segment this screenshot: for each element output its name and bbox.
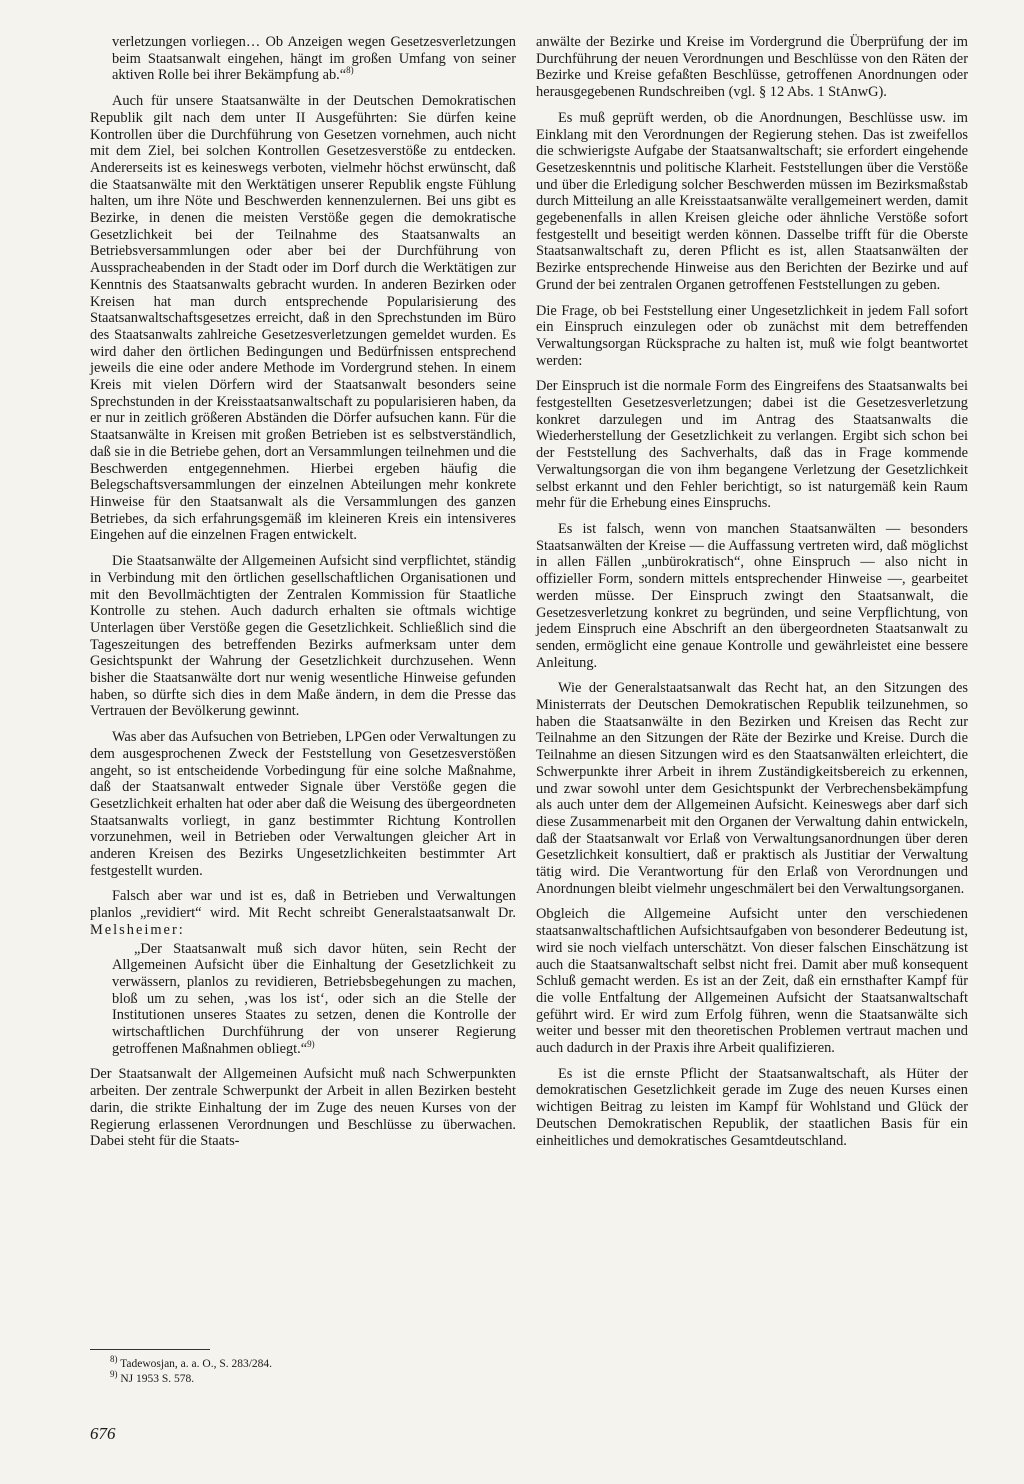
paragraph: Obgleich die Allgemeine Aufsicht unter den verschiedenen staatsanwaltschaftlichen Aufsichtsaufgaben von besonderer Bedeutung ist, wird sie noch vielfach unterschätzt. Von dieser falschen Einschätzung ist auch die Staatsanwaltschaft selbst nicht frei. Damit aber muß konsequent Schluß gemacht werden. Es ist an der Zeit, daß ein ernsthafter Kampf für die volle Entfaltung der Allgemeinen Aufsicht der Staatsanwaltschaft geführt wird. Er wird zum Erfolg führen, wenn die Staatsanwälte sich weiter und besser mit den theoretischen Problemen vertraut machen und auch dadurch in der Praxis ihre Arbeit qualifizieren. (536, 906, 968, 1057)
paragraph: Es ist die ernste Pflicht der Staatsanwaltschaft, als Hüter der demokratischen Gesetzlichkeit gerade im Zuge des neuen Kurses einen wichtigen Beitrag zu leisten im Kampf für Wohlstand und Glück der Deutschen Demokratischen Republik, der staatlichen Basis für ein einheitliches und demokratisches Gesamtdeutschland. (536, 1065, 968, 1149)
paragraph-continued: anwälte der Bezirke und Kreise im Vordergrund die Überprüfung der im Durchführung der neuen Verordnungen und Beschlüsse von den Räten der Bezirke und Kreise gefaßten Beschlüsse, getroffenen Anordnungen oder herausgegebenen Rundschreiben (vgl. § 12 Abs. 1 StAnwG). (536, 34, 968, 101)
footnote-divider (90, 1349, 210, 1350)
paragraph: Auch für unsere Staatsanwälte in der Deutschen Demokratischen Republik gilt nach dem unter II Ausgeführten: Sie dürfen keine Kontrollen über die Durchführung von Gesetzen vornehmen, auch nicht mit dem Ziel, bei solchen Kontrollen Gesetzesverstöße zu entdecken. Andererseits ist es keineswegs verboten, vielmehr höchst erwünscht, daß die Staatsanwälte mit den Werktätigen unserer Republik engste Fühlung halten, um ihre Nöte und Beschwerden kennenzulernen. Bei uns gibt es Bezirke, in denen die meisten Verstöße gegen die demokratische Gesetzlichkeit bei der Teilnahme des Staatsanwalts an Betriebsversammlungen oder aber bei der Durchführung von Ausspracheabenden in der Stadt oder im Dorf durch die Werktätigen zur Kenntnis des Staatsanwalts gebracht wurden. In anderen Bezirken oder Kreisen hat man durch entsprechende Popularisierung des Staatsanwaltschaftsgesetzes erreicht, daß in den Sprechstunden im Büro des Staatsanwalts zahlreiche Gesetzesverletzungen gemeldet wurden. Es wird daher den örtlichen Bedingungen und Bedürfnissen entsprechend jeweils die eine oder andere Methode im Vordergrund stehen. In einem Kreis mit vielen Dörfern wird der Staatsanwalt besonders seine Sprechstunden in der Kreisstaatsanwaltschaft zu popularisieren haben, da er nur in zeitlich größeren Abständen die Dörfer aufsuchen kann. Für die Staatsanwälte in Kreisen mit großen Betrieben ist es selbstverständlich, daß sie in die Betriebe gehen, dort an Versammlungen teilnehmen und die Beschwerden entgegennehmen. Hierbei ergeben häufig die Belegschaftsversammlungen der einzelnen Abteilungen mehr konkrete Hinweise für den Staatsanwalt als die Versammlungen des ganzen Betriebes, da sich erfahrungsgemäß im kleineren Kreis ein intensiveres Eingehen auf die einzelnen Fragen entwickelt. (90, 93, 516, 544)
paragraph: Es muß geprüft werden, ob die Anordnungen, Beschlüsse usw. im Einklang mit den Verordnungen der Regierung stehen. Das ist zweifellos die schwierigste Aufgabe der Staatsanwaltschaft; sie erfordert eingehende Gesetzeskenntnis und politische Klarheit. Feststellungen über die Verstöße und über die Erledigung solcher Beschwerden müssen im Bezirksmaßstab durch Mitteilung an alle Kreisstaatsanwälte verallgemeinert werden, damit gegebenenfalls in allen Kreisen gleiche oder ähnliche Verstöße sofort festgestellt und beseitigt werden können. Dasselbe trifft für die Oberste Staatsanwaltschaft zu, deren Pflicht es ist, allen Staatsanwälten der Bezirke entsprechende Hinweise aus den Berichten der Bezirke und auf Grund der bei zentralen Organen getroffenen Feststellungen zu geben. (536, 109, 968, 293)
left-column (90, 34, 516, 1159)
block-quote: „Der Staatsanwalt muß sich davor hüten, sein Recht der Allgemeinen Aufsicht über die Einhaltung der Gesetzlichkeit zu verwässern, planlos zu revidieren, Betriebsbegehungen zu machen, bloß um zu sehen, ‚was los ist‘, oder sich an die Stelle der Institutionen unseres Staates zu setzen, denen die Kontrolle der wirtschaftlichen Durchführung der von unserer Regierung getroffenen Maßnahmen obliegt.“$^{9)}$ (112, 940, 516, 1057)
right-column (536, 34, 968, 1158)
footnotes (90, 1354, 516, 1387)
paragraph-citation-intro: Falsch aber war und ist es, daß in Betrieben und Verwaltungen planlos „revidiert“ wird. Mit Recht schreibt Generalstaatsanwalt Dr. Melsheimer: (90, 888, 516, 938)
footnote: $^{8)}$ Tadewosjan, a. a. O., S. 283/284. (110, 1354, 273, 1370)
paragraph: Die Frage, ob bei Feststellung einer Ungesetzlichkeit in jedem Fall sofort ein Einspruch einzulegen oder ob zunächst mit dem betreffenden Verwaltungsorgan Rücksprache zu halten ist, muß wie folgt beantwortet werden: (536, 302, 968, 369)
paragraph: Was aber das Aufsuchen von Betrieben, LPGen oder Verwaltungen zu dem ausgesprochenen Zweck der Feststellung von Gesetzesverstößen angeht, so ist entscheidende Vorbedingung für eine solche Maßnahme, daß der Staatsanwalt entweder Signale über Verstöße gegen die Gesetzlichkeit erhalten hat oder aber daß die Weisung des übergeordneten Staatsanwalts vorliegt, in ganz bestimmter Richtung Kontrollen vorzunehmen, weil in Betrieben oder Verwaltungen gleicher Art in anderen Kreisen des Bezirks Ungesetzlichkeiten bestimmter Art festgestellt wurden. (90, 729, 516, 879)
paragraph: Der Einspruch ist die normale Form des Eingreifens des Staatsanwalts bei festgestellten Gesetzesverletzungen; dabei ist die Gesetzesverletzung konkret darzulegen und im Antrag des Staatsanwalts die Wiederherstellung der Gesetzlichkeit zu verlangen. Ergibt sich schon bei der Feststellung des Sachverhalts, daß das in Frage kommende Verwaltungsorgan die von ihm begangene Verletzung der Gesetzlichkeit selbst erkannt und den Fehler berichtigt, so ist naturgemäß kein Raum mehr für die Erhebung eines Einspruchs. (536, 378, 968, 512)
paragraph: Wie der Generalstaatsanwalt das Recht hat, an den Sitzungen des Ministerrats der Deutschen Demokratischen Republik teilzunehmen, so haben die Staatsanwälte in den Bezirken und Kreisen das Recht zur Teilnahme an den Sitzungen der Räte der Bezirke und Kreise. Durch die Teilnahme an diesen Sitzungen wird es den Staatsanwälten erleichtert, die Schwerpunkte ihrer Arbeit in ihrem Zuständigkeitsbereich zu erkennen, und zwar sowohl unter dem Gesichtspunkt der Verbrechensbekämpfung als auch unter dem der Allgemeinen Aufsicht. Keineswegs aber darf sich diese Zusammenarbeit mit den Organen der Verwaltung dahin entwickeln, daß der Staatsanwalt vor Erlaß von Verwaltungsanordnungen über deren Gesetzlichkeit konsultiert, daß er praktisch als Justitiar der Verwaltung tätig wird. Die Verantwortung für den Erlaß von Verordnungen und Anordnungen bleibt vielmehr ungeschmälert bei den Verwaltungsorganen. (536, 680, 968, 897)
paragraph: Der Staatsanwalt der Allgemeinen Aufsicht muß nach Schwerpunkten arbeiten. Der zentrale Schwerpunkt der Arbeit in allen Bezirken besteht darin, die strikte Einhaltung der im Zuge des neuen Kurses von der Regierung erlassenen Verordnungen und Beschlüsse zu überwachen. Dabei steht für die Staats- (90, 1066, 516, 1150)
paragraph-quote-end: verletzungen vorliegen… Ob Anzeigen wegen Gesetzesverletzungen beim Staatsanwalt eingehen, hängt im großen Umfang von seiner aktiven Rolle bei ihrer Bekämpfung ab.“$^{8)}$ (112, 34, 516, 84)
footnote: $^{9)}$ NJ 1953 S. 578. (110, 1369, 195, 1385)
paragraph: Die Staatsanwälte der Allgemeinen Aufsicht sind verpflichtet, ständig in Verbindung mit den örtlichen gesellschaftlichen Organisationen und mit den Bevollmächtigten der Zentralen Kommission für Staatliche Kontrolle zu stehen. Auch dadurch erhalten sie oftmals wichtige Unterlagen über Verstöße gegen die Gesetzlichkeit. Schließlich sind die Tageszeitungen des betreffenden Bezirks aufmerksam unter dem Gesichtspunkt der Wahrung der Gesetzlichkeit durchzusehen. Wenn bisher die Staatsanwälte dort nur wenig wesentliche Hinweise gefunden haben, so dürfte sich dies in dem Maße ändern, in dem die Presse das Vertrauen der Bevölkerung gewinnt. (90, 553, 516, 720)
page-number: 676 (90, 1424, 116, 1443)
author-name: Melsheimer (90, 921, 179, 938)
paragraph: Es ist falsch, wenn von manchen Staatsanwälten — besonders Staatsanwälten der Kreise — die Auffassung vertreten wird, daß möglichst in allen Fällen „unbürokratisch“, ohne Einspruch — also nicht in offizieller Form, sondern mittels entsprechender Hinweise —, gearbeitet werden müsse. Der Einspruch zwingt den Staatsanwalt, die Gesetzesverletzung konkret zu begründen, und seine Verpflichtung, von jedem Einspruch eine Abschrift an den übergeordneten Staatsanwalt zu senden, ermöglicht eine genaue Kontrolle und gewährleistet eine bessere Anleitung. (536, 520, 968, 671)
